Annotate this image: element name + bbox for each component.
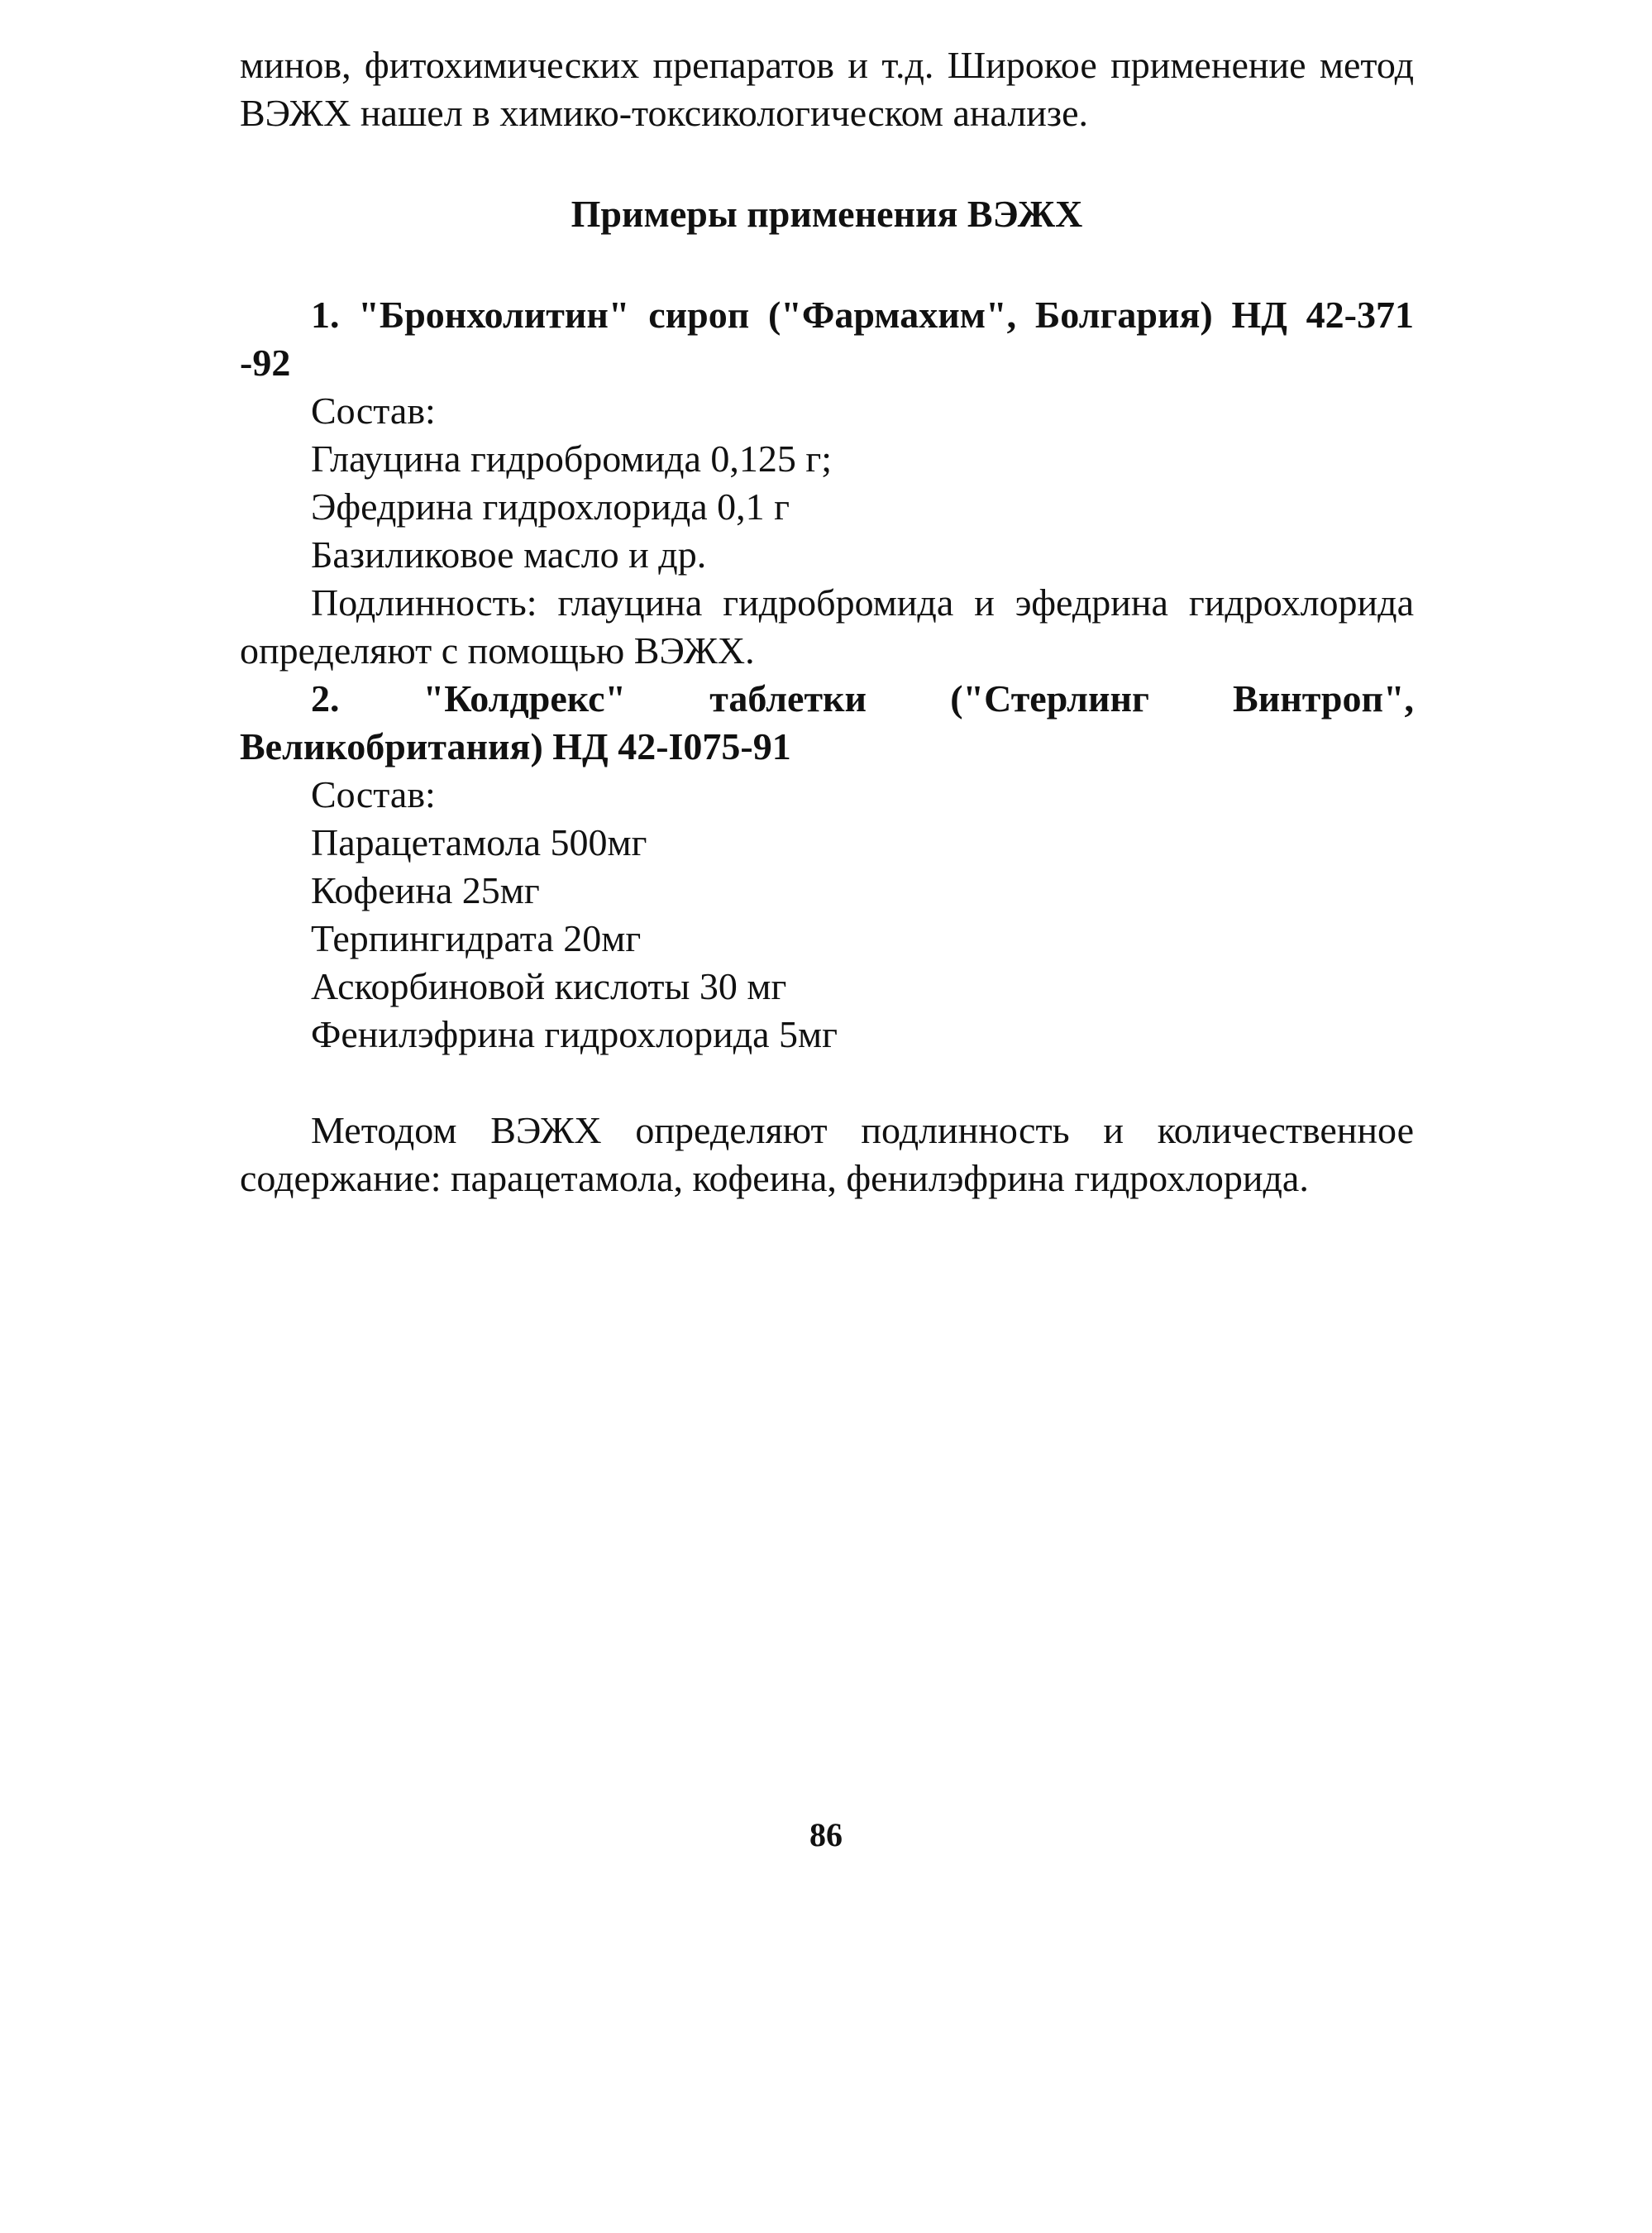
- ingredient-item: Базиликовое масло и др.: [311, 533, 707, 576]
- example-2: [240, 675, 1414, 1203]
- example-1: [240, 291, 1414, 675]
- example-2-composition-label: Состав:: [311, 773, 436, 815]
- page-content: [240, 41, 1414, 1203]
- example-1-identity-text: Подлинность: глауцина гидробромида и эфедрина гидрохлорида определяют с помощью ВЭЖХ.: [240, 581, 1414, 672]
- page-number: 86: [809, 1816, 843, 1853]
- section-heading: Примеры применения ВЭЖХ: [571, 193, 1083, 235]
- ingredient-item: Парацетамола 500мг: [311, 821, 647, 863]
- example-2-method-text: Методом ВЭЖХ определяют подлинность и количественное содержание: парацетамола, кофеина, фенилэфрина гидрохлорида.: [240, 1109, 1414, 1199]
- intro-paragraph: минов, фитохимических препаратов и т.д. Широкое применение метод ВЭЖХ нашел в химико-токсикологическом анализе.: [240, 44, 1414, 134]
- spacer: [240, 238, 1414, 291]
- example-1-composition-label: Состав:: [311, 390, 436, 432]
- ingredient-item: Эфедрина гидрохлорида 0,1 г: [311, 485, 790, 528]
- ingredient-item: Терпингидрата 20мг: [311, 917, 642, 959]
- spacer: [240, 1059, 1414, 1107]
- ingredient-item: Фенилэфрина гидрохлорида 5мг: [311, 1013, 838, 1055]
- ingredient-item: Аскорбиновой кислоты 30 мг: [311, 965, 787, 1007]
- ingredient-item: Глауцина гидробромида 0,125 г;: [311, 438, 833, 480]
- example-2-title: 2. "Колдрекс" таблетки ("Стерлинг Винтроп", Великобритания) НД 42-I075-91: [240, 677, 1414, 767]
- example-1-title: 1. "Бронхолитин" сироп ("Фармахим", Болгария) НД 42-371 -92: [240, 294, 1414, 384]
- ingredient-item: Кофеина 25мг: [311, 869, 540, 911]
- spacer: [240, 137, 1414, 190]
